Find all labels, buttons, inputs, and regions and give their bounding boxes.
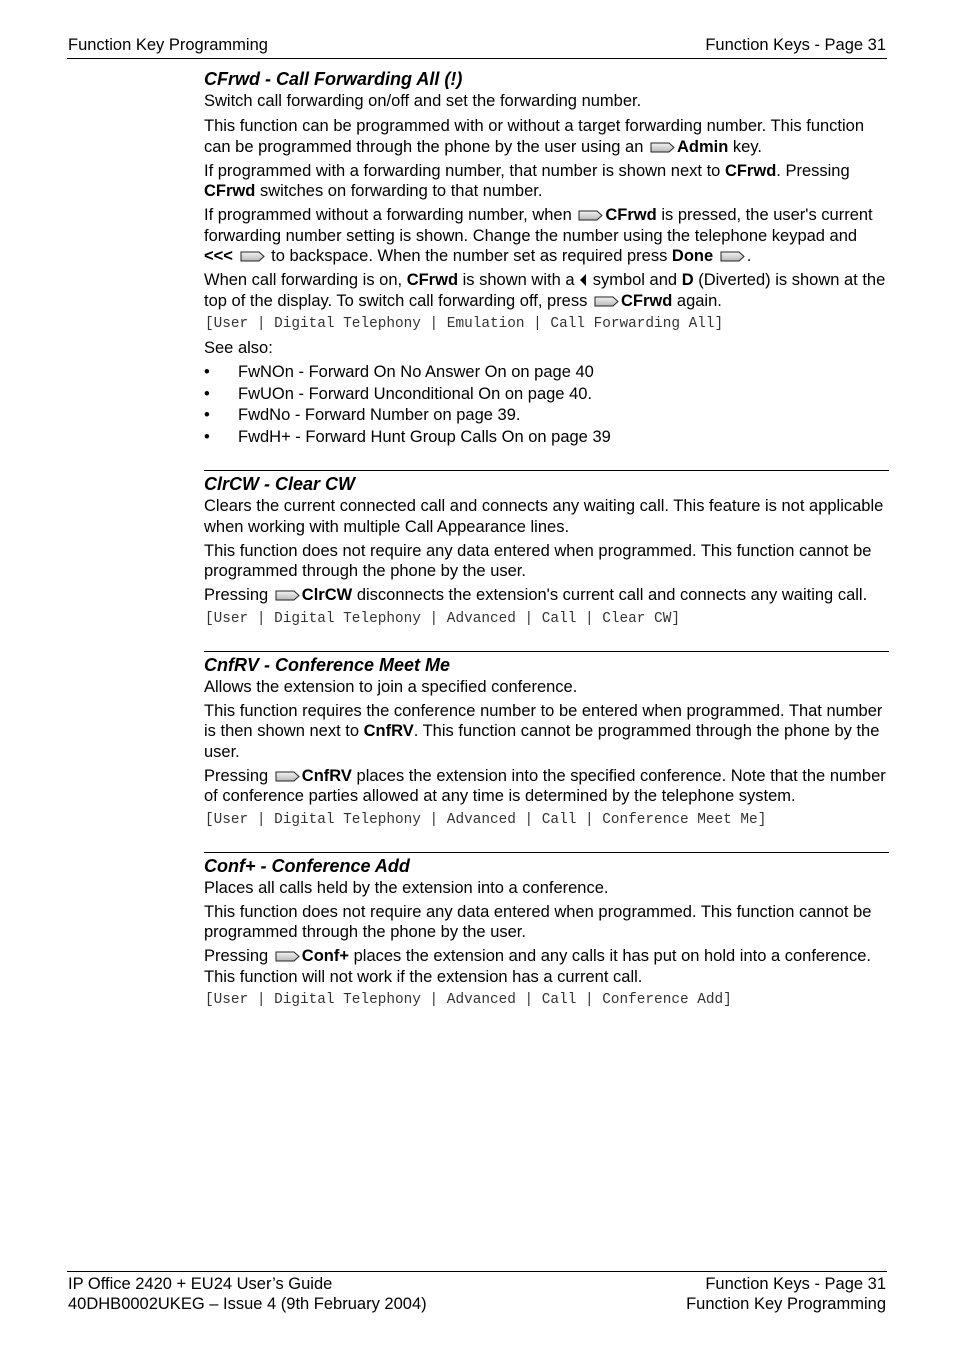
menu-path: [User | Digital Telephony | Emulation | Call Forwarding All] <box>205 315 724 332</box>
bullet-icon: • <box>204 427 210 446</box>
section-title: Conf+ - Conference Add <box>204 855 410 876</box>
footer-doc-id: 40DHB0002UKEG – Issue 4 (9th February 2004) <box>68 1295 427 1313</box>
paragraph: Clears the current connected call and connects any waiting call. This feature is not applicable when working with multiple Call Appearance lines. <box>204 497 884 536</box>
phone-key-icon <box>240 251 265 262</box>
footer-guide-title: IP Office 2420 + EU24 User’s Guide <box>68 1275 333 1293</box>
phone-key-icon <box>275 951 300 962</box>
menu-path: [User | Digital Telephony | Advanced | Call | Conference Meet Me] <box>205 811 767 828</box>
header-right: Function Keys - Page 31 <box>705 36 886 54</box>
bullet-icon: • <box>204 384 210 403</box>
section-title: ClrCW - Clear CW <box>204 474 356 495</box>
phone-key-icon <box>275 771 300 782</box>
list-item[interactable]: • FwdNo - Forward Number on page 39. <box>204 405 889 427</box>
see-also-list <box>204 362 889 448</box>
section-cnfrv <box>204 651 889 830</box>
phone-key-icon <box>720 251 745 262</box>
see-also-label: See also: <box>204 338 273 357</box>
paragraph: This function does not require any data entered when programmed. This function cannot be programmed through the phone by the user. <box>204 902 872 942</box>
section-title: CnfRV - Conference Meet Me <box>204 654 451 675</box>
list-item[interactable]: • FwUOn - Forward Unconditional On on page 40. <box>204 384 889 406</box>
section-conf-add <box>204 852 889 1010</box>
paragraph: Switch call forwarding on/off and set the forwarding number. <box>204 92 642 110</box>
menu-path: [User | Digital Telephony | Advanced | Call | Conference Add] <box>205 992 732 1009</box>
bullet-icon: • <box>204 363 210 382</box>
footer-page-ref: Function Keys - Page 31 <box>705 1275 886 1293</box>
paragraph: Pressing ClrCW disconnects the extension's current call and connects any waiting call. <box>204 586 868 605</box>
page-content <box>204 68 889 1014</box>
phone-key-icon <box>275 590 300 601</box>
menu-path: [User | Digital Telephony | Advanced | Call | Clear CW] <box>205 610 680 627</box>
list-item[interactable]: • FwNOn - Forward On No Answer On on page 40 <box>204 362 889 384</box>
paragraph: This function can be programmed with or without a target forwarding number. This function can be programmed through the phone by the user using an Admin key. <box>204 117 865 156</box>
paragraph: Pressing CnfRV places the extension into the specified conference. Note that the number of conference parties allowed at any time is determined by the telephone system. <box>204 766 886 806</box>
paragraph: When call forwarding is on, CFrwd is shown with a symbol and D (Diverted) is shown at the top of the display. To switch call forwarding off, press CFrwd again. <box>204 271 886 310</box>
paragraph: If programmed with a forwarding number, that number is shown next to CFrwd. Pressing CFrwd switches on forwarding to that number. <box>204 161 850 201</box>
page-footer <box>67 1271 887 1314</box>
paragraph: Pressing Conf+ places the extension and any calls it has put on hold into a conference. This function will not work if the extension has a current call. <box>204 947 871 986</box>
section-title: CFrwd - Call Forwarding All (!) <box>204 69 463 89</box>
footer-chapter: Function Key Programming <box>686 1295 886 1313</box>
left-triangle-icon <box>580 271 587 283</box>
bullet-icon: • <box>204 406 210 425</box>
page-header <box>67 36 887 59</box>
paragraph: If programmed without a forwarding number, when CFrwd is pressed, the user's current forwarding number setting is shown. Change the number using the telephone keypad and <<< to backspace. When the number set as required press Done . <box>204 206 873 266</box>
phone-key-icon <box>594 296 619 307</box>
section-cfrwd <box>204 68 889 448</box>
paragraph: This function requires the conference number to be entered when programmed. That number is then shown next to CnfRV. This function cannot be programmed through the phone by the user. <box>204 702 883 761</box>
paragraph: Places all calls held by the extension into a conference. <box>204 878 609 897</box>
paragraph: Allows the extension to join a specified conference. <box>204 677 578 696</box>
phone-key-icon <box>578 210 603 221</box>
phone-key-icon <box>650 142 675 153</box>
paragraph: This function does not require any data entered when programmed. This function cannot be programmed through the phone by the user. <box>204 541 872 581</box>
header-left: Function Key Programming <box>68 36 268 54</box>
list-item[interactable]: • FwdH+ - Forward Hunt Group Calls On on page 39 <box>204 427 889 449</box>
section-clrcw <box>204 470 889 628</box>
